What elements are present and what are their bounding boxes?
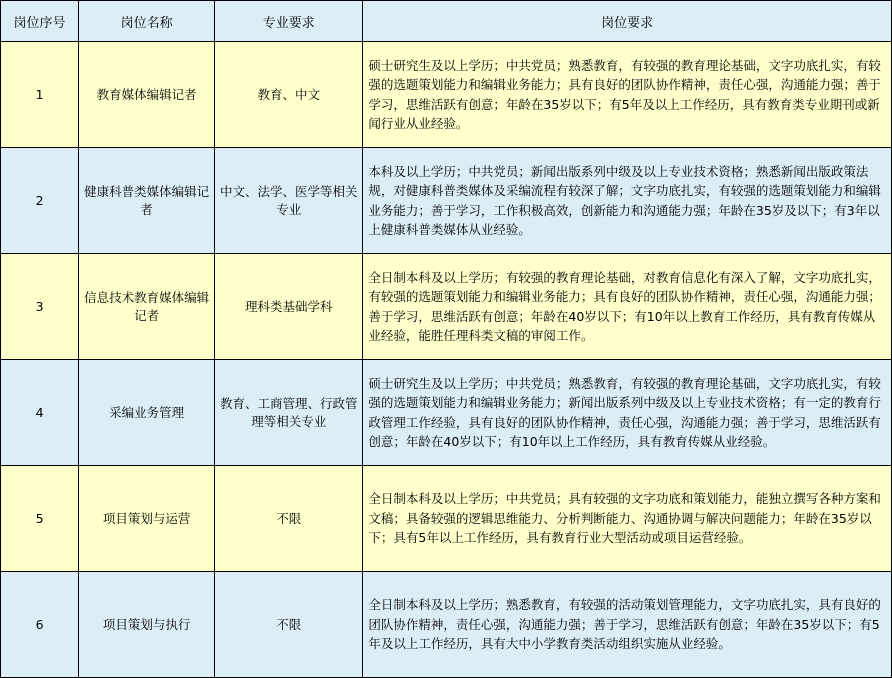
major-requirement: 理科类基础学科 — [215, 254, 363, 360]
header-position-name: 岗位名称 — [79, 1, 215, 42]
header-major-requirement: 专业要求 — [215, 1, 363, 42]
position-requirements: 硕士研究生及以上学历；中共党员；熟悉教育，有较强的教育理论基础，文字功底扎实，有较强的选题策划能力和编辑业务能力；新闻出版系列中级及以上专业技术资格；有一定的教育行政管理工作经验，具有良好的团队协作精神，责任心强，沟通能力强；善于学习，思维活跃有创意；年龄在40岁以下；有10年以上工作经历，具有教育传媒从业经验。 — [363, 360, 892, 466]
header-position-requirements: 岗位要求 — [363, 1, 892, 42]
major-requirement: 中文、法学、医学等相关专业 — [215, 148, 363, 254]
table-row — [1, 42, 892, 148]
position-no: 3 — [1, 254, 79, 360]
position-name: 项目策划与运营 — [79, 466, 215, 572]
header-position-no: 岗位序号 — [1, 1, 79, 42]
position-name: 项目策划与执行 — [79, 572, 215, 678]
table-row — [1, 148, 892, 254]
position-no: 1 — [1, 42, 79, 148]
position-requirements: 本科及以上学历；中共党员；新闻出版系列中级及以上专业技术资格；熟悉新闻出版政策法规，对健康科普类媒体及采编流程有较深了解；文字功底扎实，有较强的选题策划能力和编辑业务能力；善于学习，工作积极高效，创新能力和沟通能力强；年龄在35岁及以下；有3年以上健康科普类媒体从业经验。 — [363, 148, 892, 254]
table-row — [1, 572, 892, 678]
position-requirements: 全日制本科及以上学历；中共党员；具有较强的文字功底和策划能力，能独立撰写各种方案和文稿；具备较强的逻辑思维能力、分析判断能力、沟通协调与解决问题能力；年龄在35岁以下；具有5年以上工作经历，具有教育行业大型活动或项目运营经验。 — [363, 466, 892, 572]
table-row — [1, 360, 892, 466]
position-name: 信息技术教育媒体编辑记者 — [79, 254, 215, 360]
major-requirement: 教育、工商管理、行政管理等相关专业 — [215, 360, 363, 466]
header-row — [1, 1, 892, 42]
position-no: 2 — [1, 148, 79, 254]
major-requirement: 教育、中文 — [215, 42, 363, 148]
major-requirement: 不限 — [215, 572, 363, 678]
position-name: 采编业务管理 — [79, 360, 215, 466]
table-row — [1, 254, 892, 360]
position-requirements: 硕士研究生及以上学历；中共党员；熟悉教育，有较强的教育理论基础，文字功底扎实，有较强的选题策划能力和编辑业务能力；具有良好的团队协作精神，责任心强，沟通能力强；善于学习，思维活跃有创意；年龄在35岁以下；有5年及以上工作经历，具有教育类专业期刊或新闻行业从业经验。 — [363, 42, 892, 148]
position-no: 5 — [1, 466, 79, 572]
table-row — [1, 466, 892, 572]
major-requirement: 不限 — [215, 466, 363, 572]
position-name: 教育媒体编辑记者 — [79, 42, 215, 148]
position-no: 6 — [1, 572, 79, 678]
position-no: 4 — [1, 360, 79, 466]
position-requirements: 全日制本科及以上学历；有较强的教育理论基础，对教育信息化有深入了解，文字功底扎实，有较强的选题策划能力和编辑业务能力；具有良好的团队协作精神，责任心强，沟通能力强；善于学习，思维活跃有创意；年龄在40岁以下；有10年以上教育工作经历，具有教育传媒从业经验，能胜任理科类文稿的审阅工作。 — [363, 254, 892, 360]
position-name: 健康科普类媒体编辑记者 — [79, 148, 215, 254]
position-requirements: 全日制本科及以上学历；熟悉教育，有较强的活动策划管理能力，文字功底扎实，具有良好的团队协作精神，责任心强，沟通能力强；善于学习，思维活跃有创意；年龄在35岁以下；有5年及以上工作经历，具有大中小学教育类活动组织实施从业经验。 — [363, 572, 892, 678]
